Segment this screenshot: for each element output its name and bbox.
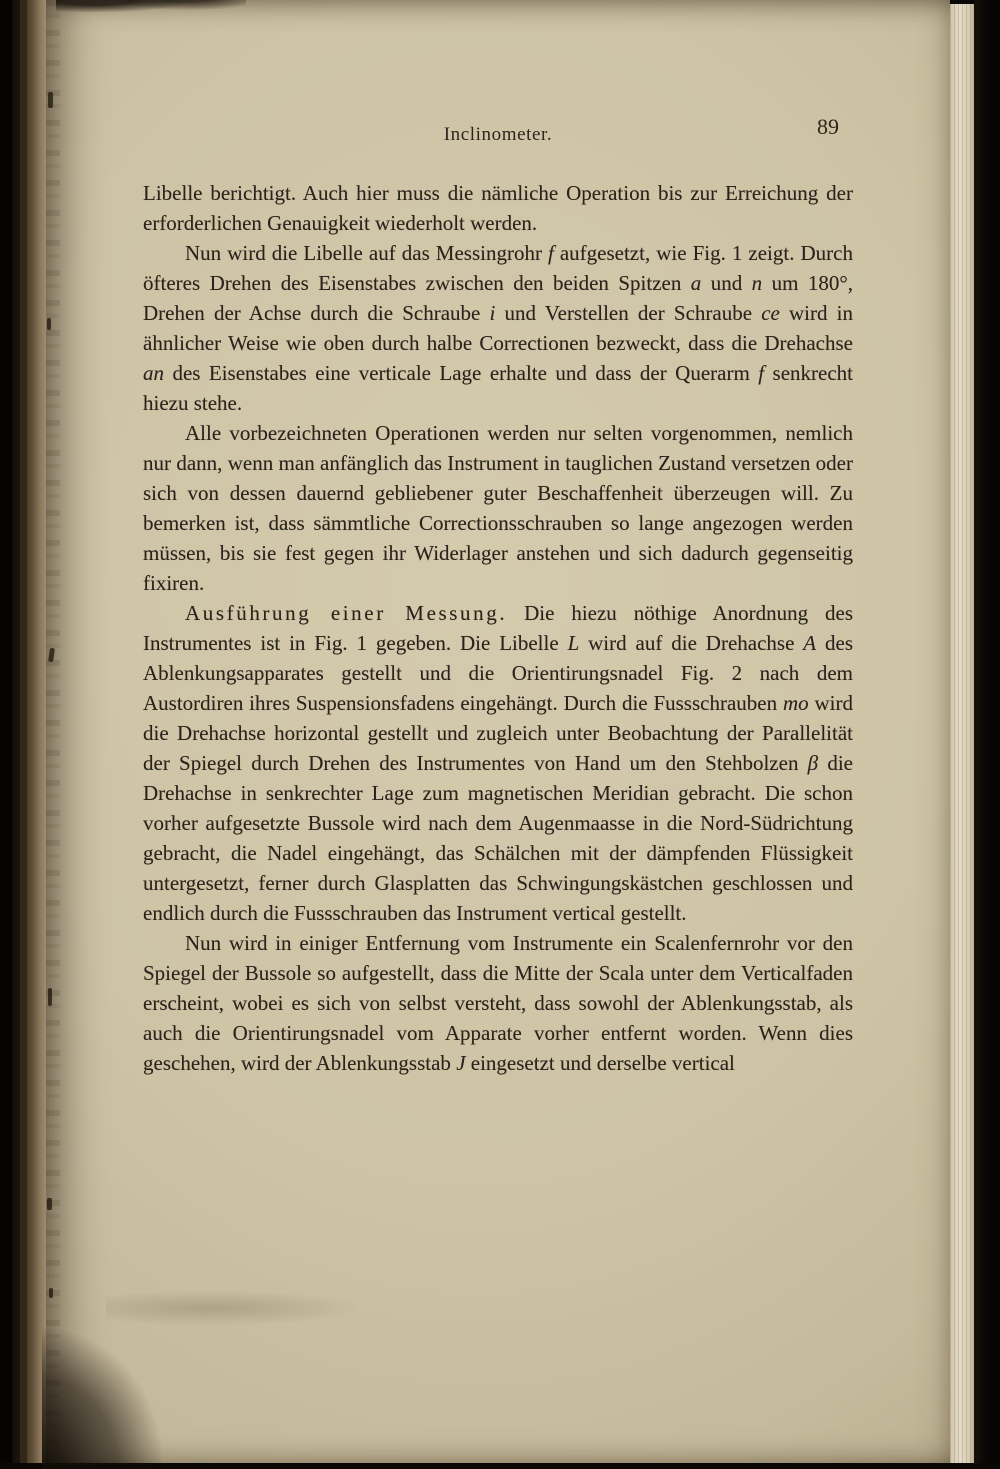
paragraph bbox=[143, 418, 853, 598]
page-fore-edge bbox=[950, 4, 974, 1463]
paragraph bbox=[143, 238, 853, 418]
paper-scuff bbox=[106, 1290, 366, 1326]
italic-run: mo bbox=[782, 691, 809, 715]
italic-run: L bbox=[567, 631, 580, 655]
text-run: und bbox=[701, 271, 752, 295]
gutter-texture bbox=[46, 0, 60, 1463]
text-run: aufgesetzt, wie Fig. 1 zeigt. Durch öfteres Drehen des Eisenstabes zwischen den beiden Spitzen bbox=[143, 241, 853, 295]
text-run: Nun wird die Libelle auf das Messingrohr bbox=[185, 241, 548, 265]
page-edge-mark bbox=[47, 1198, 52, 1210]
text-run: Libelle berichtigt. Auch hier muss die nämliche Operation bis zur Erreichung der erforderlichen Genauigkeit wiederholt werden. bbox=[143, 181, 853, 235]
text-block bbox=[143, 178, 853, 1078]
text-run: Nun wird in einiger Entfernung vom Instrumente ein Scalenfernrohr vor den Spiegel der Bussole so aufgestellt, dass die Mitte der Scala unter dem Verticalfaden erscheint, wobei es sich von selbst versteht, dass sowohl der Ablenkungsstab, als auch die Orientirungsnadel vom Apparate vorher entfernt worden. Wenn dies geschehen, wird der Ablenkungsstab bbox=[143, 931, 853, 1075]
text-run: des Ablenkungsapparates gestellt und die Orientirungsnadel Fig. 2 nach dem Austordiren ihres Suspensionsfadens eingehängt. Durch die Fussschrauben bbox=[143, 631, 854, 715]
italic-run: i bbox=[489, 301, 496, 325]
page-number: 89 bbox=[817, 114, 839, 139]
text-run: senkrecht hiezu stehe. bbox=[143, 361, 853, 415]
text-run: Die hiezu nöthige Anordnung des Instrumentes ist in Fig. 1 gegeben. Die Libelle bbox=[143, 601, 854, 655]
paragraph bbox=[143, 598, 853, 928]
italic-run: J bbox=[456, 1051, 466, 1075]
running-header: Inclinometer. bbox=[443, 124, 553, 145]
page-edge-mark bbox=[48, 92, 53, 108]
text-run: wird auf die Drehachse bbox=[579, 631, 804, 655]
page-edge-mark bbox=[48, 988, 52, 1006]
italic-run: an bbox=[143, 361, 164, 385]
italic-run: a bbox=[690, 271, 702, 295]
italic-run: A bbox=[803, 631, 817, 655]
paragraph bbox=[143, 928, 853, 1078]
page-edge-mark bbox=[49, 1288, 53, 1298]
spaced-run: Ausführung einer Messung. bbox=[185, 601, 508, 625]
italic-run: f bbox=[758, 361, 765, 385]
page-edge-mark bbox=[47, 318, 51, 330]
page-header bbox=[143, 0, 853, 146]
text-run: die Drehachse in senkrechter Lage zum magnetischen Meridian gebracht. Die schon vorher aufgesetzte Bussole wird nach dem Augenmaasse in die Nord-Südrichtung gebracht, die Nadel eingehängt, das Schälchen mit der dämpfenden Flüssigkeit untergesetzt, ferner durch Glasplatten das Schwingungskästchen geschlossen und endlich durch die Fussschrauben das Instrument vertical gestellt. bbox=[143, 751, 854, 925]
italic-run: n bbox=[751, 271, 763, 295]
book-binding-left bbox=[0, 0, 46, 1463]
italic-run: β bbox=[807, 751, 819, 775]
corner-stain bbox=[42, 1329, 162, 1469]
paragraph bbox=[143, 178, 853, 238]
text-run: wird in ähnlicher Weise wie oben durch halbe Correctionen bezweckt, dass die Drehachse bbox=[143, 301, 853, 355]
italic-run: ce bbox=[761, 301, 780, 325]
text-run: Alle vorbezeichneten Operationen werden nur selten vorgenommen, nemlich nur dann, wenn man anfänglich das Instrument in tauglichen Zustand versetzen oder sich von dessen dauernd gebliebener guter Beschaffenheit überzeugen will. Zu bemerken ist, dass sämmtliche Correctionsschrauben so lange angezogen werden müssen, bis sie fest gegen ihr Widerlager anstehen und sich dadurch gegenseitig fixiren. bbox=[143, 421, 853, 595]
text-run: um 180°, Drehen der Achse durch die Schraube bbox=[143, 271, 854, 325]
italic-run: f bbox=[547, 241, 554, 265]
text-run: des Eisenstabes eine verticale Lage erhalte und dass der Querarm bbox=[164, 361, 759, 385]
book-page bbox=[46, 0, 950, 1463]
book-edge-right bbox=[974, 0, 1000, 1463]
text-run: eingesetzt und derselbe vertical bbox=[465, 1051, 735, 1075]
text-run: und Verstellen der Schraube bbox=[495, 301, 762, 325]
text-run: wird die Drehachse horizontal gestellt und zugleich unter Beobachtung der Parallelität der Spiegel durch Drehen des Instrumentes von Hand um den Stehbolzen bbox=[143, 691, 853, 775]
